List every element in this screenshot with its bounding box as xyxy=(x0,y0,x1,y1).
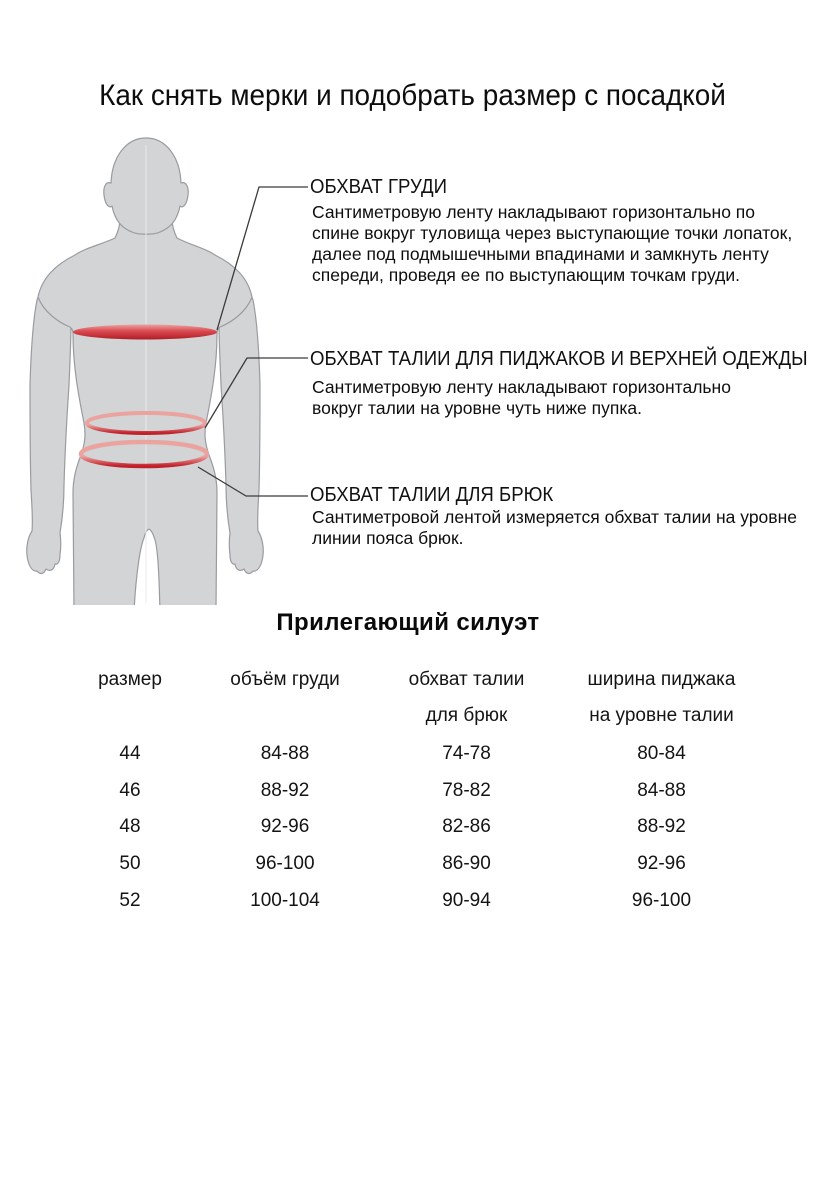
jacket-width-cell: 80-84 xyxy=(637,743,686,764)
size-cell: 44 xyxy=(119,743,141,764)
col-header-jacket-width-line2: на уровне талии xyxy=(589,705,734,726)
col-header-jacket-width-line1: ширина пиджака xyxy=(587,669,736,690)
size-cell: 48 xyxy=(119,816,141,837)
page-title: Как снять мерки и подобрать размер с посадкой xyxy=(99,79,726,112)
chest-cell: 100-104 xyxy=(250,890,320,911)
chest-cell: 92-96 xyxy=(260,816,310,837)
trouser-waist-measure-heading: ОБХВАТ ТАЛИИ ДЛЯ БРЮК xyxy=(310,484,554,506)
chest-measure-heading: ОБХВАТ ГРУДИ xyxy=(310,176,447,198)
size-table-title: Прилегающий силуэт xyxy=(276,609,540,636)
size-table-row-52 xyxy=(60,890,760,912)
jacket-width-cell: 84-88 xyxy=(637,780,686,801)
chest-cell: 84-88 xyxy=(260,743,310,764)
trouser-waist-measure-description: Сантиметровой лентой измеряется обхват талии на уровне линии пояса брюк. xyxy=(312,507,797,548)
size-cell: 46 xyxy=(119,780,141,801)
col-header-waist-line2: для брюк xyxy=(425,705,508,726)
chest-cell: 88-92 xyxy=(260,780,310,801)
size-cell: 52 xyxy=(119,890,141,911)
size-table-row-50 xyxy=(60,853,760,875)
col-header-waist-line1: обхват талии xyxy=(408,669,525,690)
jacket-waist-measure-heading: ОБХВАТ ТАЛИИ ДЛЯ ПИДЖАКОВ И ВЕРХНЕЙ ОДЕЖДЫ xyxy=(310,348,808,370)
size-cell: 50 xyxy=(119,853,141,874)
waist-cell: 90-94 xyxy=(442,890,491,911)
size-table-header-row-1 xyxy=(60,669,760,691)
chest-measure-description: Сантиметровую ленту накладывают горизонтально по спине вокруг туловища через выступающие точки лопаток, далее под подмышечными впадинами и замкнуть ленту спереди, проведя ее по выступающим точкам груди. xyxy=(312,202,793,285)
waist-cell: 78-82 xyxy=(442,780,491,801)
size-table-row-48 xyxy=(60,816,760,838)
waist-cell: 82-86 xyxy=(442,816,491,837)
col-header-size-line2 xyxy=(60,705,200,727)
chest-cell: 96-100 xyxy=(255,853,315,874)
waist-cell: 86-90 xyxy=(442,853,491,874)
measurement-figure xyxy=(20,135,310,605)
col-header-chest: объём груди xyxy=(230,669,340,690)
chest-band xyxy=(73,325,217,340)
jacket-waist-measure-description: Сантиметровую ленту накладывают горизонтально вокруг талии на уровне чуть ниже пупка. xyxy=(312,377,731,418)
col-header-size: размер xyxy=(98,669,162,690)
size-table-row-44 xyxy=(60,743,760,765)
size-table-row-46 xyxy=(60,780,760,802)
waist-cell: 74-78 xyxy=(442,743,491,764)
body-silhouette-svg xyxy=(20,135,310,605)
jacket-width-cell: 92-96 xyxy=(637,853,686,874)
size-table-header-row-2 xyxy=(60,705,760,727)
col-header-chest-line2 xyxy=(200,705,370,727)
jacket-width-cell: 96-100 xyxy=(631,890,692,911)
jacket-width-cell: 88-92 xyxy=(637,816,686,837)
